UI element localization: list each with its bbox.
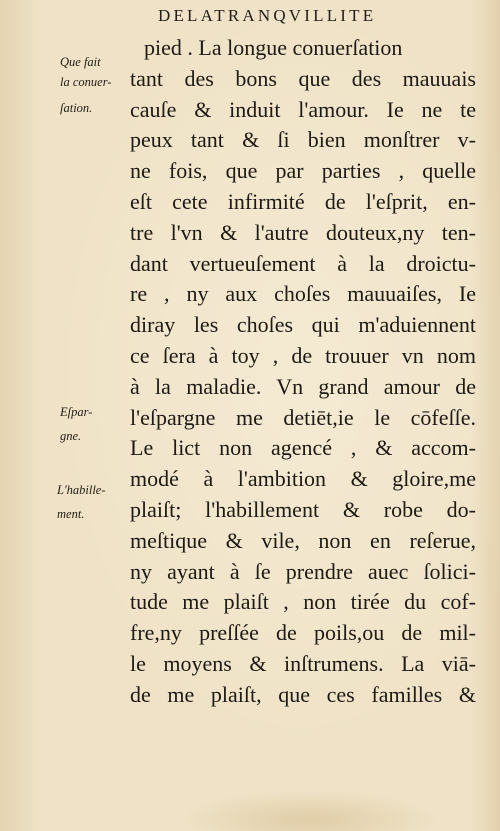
- text-line: fre,ny preſſée de poils,ou de mil-: [130, 620, 476, 646]
- text-line: tude me plaiſt , non tirée du cof-: [130, 589, 476, 615]
- text-line: ne fois, que par parties , quelle: [130, 158, 476, 184]
- text-line: Le lict non agencé , & accom-: [130, 435, 476, 461]
- text-line: cauſe & induit l'amour. Ie ne te: [130, 96, 476, 122]
- text-line: plaiſt; l'habillement & robe do-: [130, 496, 476, 522]
- text-line: le moyens & inſtrumens. La viā-: [130, 650, 476, 676]
- text-line: dant vertueuſement à la droictu-: [130, 250, 476, 276]
- margin-note-espargne: [60, 400, 92, 448]
- text-line: ce ſera à toy , de trouuer vn nom: [130, 342, 476, 368]
- margin-note-conversation: [60, 50, 111, 120]
- text-line: peux tant & ſi bien monſtrer v-: [130, 127, 476, 153]
- running-head: DELATRANQVILLITE: [158, 6, 377, 25]
- text-line: tre l'vn & l'autre douteux,ny ten-: [130, 219, 476, 245]
- text-line: tant des bons que des mauuais: [130, 65, 476, 91]
- margin-note-line: Eſpar-: [60, 405, 93, 419]
- body-text: [130, 33, 476, 711]
- text-line: pied . La longue conuerſation: [144, 35, 403, 60]
- text-line: de me plaiſt, que ces familles &: [130, 681, 476, 707]
- margin-note-habillement: [57, 478, 106, 526]
- text-line: ny ayant à ſe prendre auec ſolici-: [130, 558, 476, 584]
- margin-note-line: ſation.: [60, 101, 93, 115]
- text-line: modé à l'ambition & gloire,me: [130, 466, 476, 492]
- text-line: diray les choſes qui m'aduiennent: [130, 312, 476, 338]
- text-line: re , ny aux choſes mauuaiſes, Ie: [130, 281, 476, 307]
- margin-note-line: la conuer-: [60, 75, 112, 89]
- margin-note-line: gne.: [60, 429, 82, 443]
- text-line: meſtique & vile, non en reſerue,: [130, 527, 476, 553]
- margin-note-line: ment.: [57, 507, 85, 521]
- margin-note-line: L'habille-: [57, 483, 106, 497]
- paper-stain: [180, 790, 440, 831]
- text-line: l'eſpargne me detiēt,ie le cōfeſſe.: [130, 404, 476, 430]
- text-line: eſt cete infirmité de l'eſprit, en-: [130, 188, 476, 214]
- margin-note-line: Que fait: [60, 55, 101, 69]
- text-line: à la maladie. Vn grand amour de: [130, 373, 476, 399]
